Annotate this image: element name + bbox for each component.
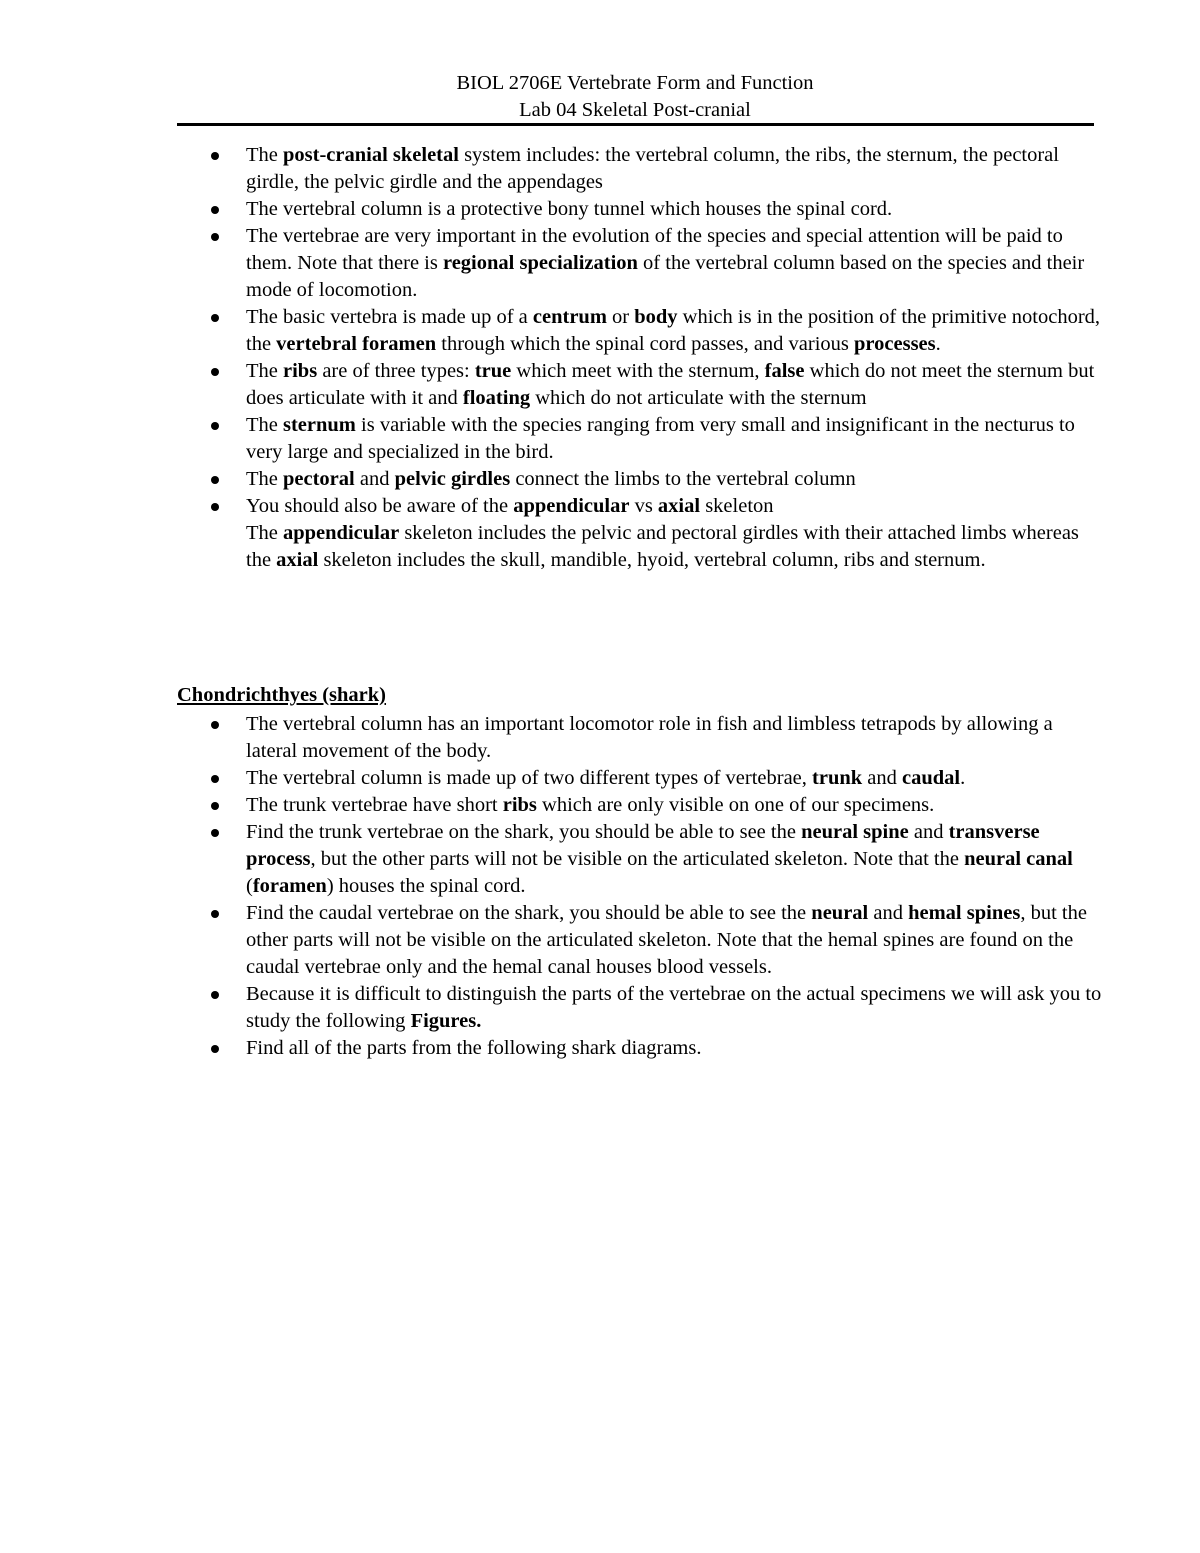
header-rule — [177, 123, 1094, 126]
text-run: The trunk vertebrae have short — [246, 794, 503, 816]
text-run: through which the spinal cord passes, and various — [436, 333, 855, 355]
text-run: vs — [629, 495, 658, 517]
list-item — [177, 142, 1107, 196]
text-run: , but the other parts will not be visible on the articulated skeleton. Note that the — [310, 848, 965, 870]
bold-term: post-cranial skeletal — [283, 144, 459, 166]
text-run: Find the trunk vertebrae on the shark, you should be able to see the — [246, 821, 802, 843]
text-run: which do not articulate with the sternum — [530, 387, 867, 409]
bold-term: pelvic girdles — [394, 468, 511, 490]
list-item — [177, 493, 1107, 574]
bullet-icon — [211, 1035, 221, 1062]
text-run: and — [354, 468, 395, 490]
text-run: Find all of the parts from the following shark diagrams. — [246, 1037, 702, 1059]
text-run: ( — [246, 875, 253, 897]
text-run: . — [960, 767, 966, 789]
bold-term: true — [474, 360, 512, 382]
text-run: which is in the position of the primitive notochord, the — [246, 306, 1101, 355]
bold-term: centrum — [532, 306, 607, 328]
list-item — [177, 412, 1107, 466]
text-run: , but the other parts will not be visible on the articulated skeleton. Note that the hemal spines are found on the caudal vertebrae only and the hemal canal houses blood vessels. — [246, 902, 1087, 978]
bullet-icon — [211, 412, 221, 439]
bold-term: foramen — [252, 875, 327, 897]
text-run: skeleton — [700, 495, 774, 517]
bold-term: processes — [854, 333, 936, 355]
list-item — [177, 792, 1107, 819]
lab-title: Lab 04 Skeletal Post-cranial — [519, 99, 751, 121]
bold-term: appendicular — [513, 495, 630, 517]
bullet-list — [177, 711, 1107, 1062]
bullet-icon — [211, 792, 221, 819]
bold-term: body — [634, 306, 678, 328]
text-run: The vertebrae are very important in the evolution of the species and special attention will be paid to them. Note that there is — [246, 225, 1063, 274]
text-run: The vertebral column is made up of two different types of vertebrae, — [246, 767, 813, 789]
bold-term: vertebral foramen — [276, 333, 437, 355]
text-run: The — [246, 414, 283, 436]
text-run: or — [606, 306, 635, 328]
bold-term: neural canal — [964, 848, 1073, 870]
text-run: system includes: the vertebral column, the ribs, the sternum, the pectoral girdle, the pelvic girdle and the appendages — [246, 144, 1059, 193]
text-run: and — [868, 902, 909, 924]
text-run: skeleton includes the pelvic and pectoral girdles with their attached limbs whereas the — [246, 522, 1079, 571]
section-chondrichthyes — [177, 682, 1107, 1062]
list-item — [177, 1035, 1107, 1062]
list-item — [177, 196, 1107, 223]
text-run: The — [246, 360, 283, 382]
bold-term: regional specialization — [442, 252, 638, 274]
section-post-cranial — [177, 142, 1107, 574]
bold-term: appendicular — [283, 522, 400, 544]
bold-term: trunk — [812, 767, 863, 789]
text-run: ) houses the spinal cord. — [326, 875, 526, 897]
bold-term: caudal — [902, 767, 961, 789]
document-header — [177, 70, 1093, 124]
bullet-icon — [211, 711, 221, 738]
list-item — [177, 711, 1107, 765]
list-item — [177, 223, 1107, 304]
bold-term: ribs — [502, 794, 537, 816]
bold-term: false — [764, 360, 805, 382]
text-run: and — [908, 821, 949, 843]
list-item — [177, 358, 1107, 412]
text-run: which meet with the sternum, — [511, 360, 765, 382]
bold-term: hemal spines — [908, 902, 1021, 924]
text-run: The — [246, 144, 283, 166]
section-heading: Chondrichthyes (shark) — [177, 684, 387, 706]
text-run: Because it is difficult to distinguish the parts of the vertebrae on the actual specimens we will ask you to study the following — [246, 983, 1102, 1032]
list-item — [177, 765, 1107, 792]
text-run: skeleton includes the skull, mandible, hyoid, vertebral column, ribs and sternum. — [318, 549, 986, 571]
text-run: which are only visible on one of our specimens. — [536, 794, 935, 816]
bullet-icon — [211, 493, 221, 520]
bold-term: Figures. — [410, 1010, 482, 1032]
bullet-icon — [211, 466, 221, 493]
text-run: is variable with the species ranging from very small and insignificant in the necturus to very large and specialized in the bird. — [246, 414, 1075, 463]
list-item — [177, 819, 1107, 900]
bold-term: neural — [811, 902, 869, 924]
text-run: which do not meet the sternum but does articulate with it and — [246, 360, 1095, 409]
list-item — [177, 304, 1107, 358]
text-run: The vertebral column has an important locomotor role in fish and limbless tetrapods by allowing a lateral movement of the body. — [246, 713, 1053, 762]
bullet-icon — [211, 223, 221, 250]
text-run: The — [246, 468, 283, 490]
text-run: are of three types: — [317, 360, 475, 382]
bold-term: axial — [276, 549, 319, 571]
text-run: connect the limbs to the vertebral column — [510, 468, 856, 490]
bold-term: sternum — [283, 414, 356, 436]
bullet-icon — [211, 981, 221, 1008]
text-run: and — [862, 767, 903, 789]
bold-term: pectoral — [283, 468, 355, 490]
bold-term: axial — [657, 495, 701, 517]
bullet-icon — [211, 358, 221, 385]
bullet-icon — [211, 196, 221, 223]
bullet-icon — [211, 819, 221, 846]
bold-term: ribs — [283, 360, 318, 382]
bold-term: transverse process — [246, 821, 1040, 870]
text-run: The vertebral column is a protective bony tunnel which houses the spinal cord. — [246, 198, 893, 220]
bullet-icon — [211, 142, 221, 169]
bullet-icon — [211, 900, 221, 927]
text-run: Find the caudal vertebrae on the shark, you should be able to see the — [246, 902, 812, 924]
bullet-icon — [211, 304, 221, 331]
list-item — [177, 981, 1107, 1035]
text-run: . — [935, 333, 941, 355]
bold-term: neural spine — [801, 821, 909, 843]
bullet-icon — [211, 765, 221, 792]
course-title: BIOL 2706E Vertebrate Form and Function — [456, 72, 814, 94]
bold-term: floating — [462, 387, 531, 409]
text-run: The — [246, 522, 283, 544]
text-run: The basic vertebra is made up of a — [246, 306, 533, 328]
text-run: You should also be aware of the — [246, 495, 514, 517]
bullet-list — [177, 142, 1107, 574]
list-item — [177, 466, 1107, 493]
text-run: of the vertebral column based on the species and their mode of locomotion. — [246, 252, 1085, 301]
list-item — [177, 900, 1107, 981]
